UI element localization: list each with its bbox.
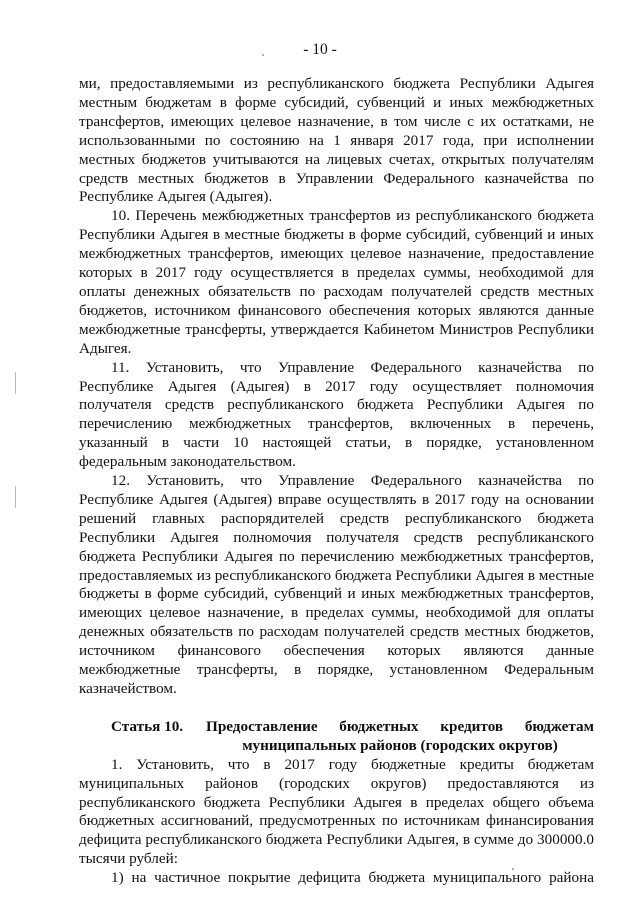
paragraph-continuation: ми, предоставляемыми из республиканского бюджета Республики Адыгея местным бюджетам в форме субсидий, субвенций и иных межбюджетных трансфертов, имеющих целевое назначение, в том числе с их остатками, не использованными по состоянию на 1 января 2017 года, при исполнении местных бюджетов учитываются на лицевых счетах, открытых получателям средств местных бюджетов в Управлении Федерального казначейства по Республике Адыгея (Адыгея). <box>79 75 594 206</box>
paragraph-item-10: 10. Перечень межбюджетных трансфертов из республиканского бюджета Республики Адыгея в местные бюджеты в форме субсидий, субвенций и иных межбюджетных трансфертов, имеющих целевое назначение, предоставление которых в 2017 году осуществляется в пределах суммы, необходимой для оплаты денежных обязательств по расходам получателей средств местных бюджетов, источником финансового обеспечения которых являются данные межбюджетные трансферты, утверждается Кабинетом Министров Республики Адыгея. <box>79 207 594 357</box>
article-heading <box>111 718 594 756</box>
paragraph-item-11: 11. Установить, что Управление Федерального казначейства по Республике Адыгея (Адыгея) в 2017 году осуществляет полномочия получателя средств республиканского бюджета Республики Адыгея по перечислению межбюджетных трансфертов, включенных в перечень, указанный в части 10 настоящей статьи, в порядке, установленном федеральным законодательством. <box>79 358 594 471</box>
paragraph-article-subitem-1: 1) на частичное покрытие дефицита бюджета муниципального района <box>111 869 594 887</box>
scan-mark <box>15 486 16 508</box>
article-label: Статья 10. <box>111 717 184 735</box>
document-body <box>79 75 594 888</box>
paragraph-article-item-1: 1. Установить, что в 2017 году бюджетные кредиты бюджетам муниципальных районов (городских округов) предоставляются из республиканского бюджета Республики Адыгея в пределах общего объема бюджетных ассигнований, предусмотренных по источникам финансирования дефицита республиканского бюджета Республики Адыгея, в сумме до 300000.0 тысячи рублей: <box>79 755 594 868</box>
article-title: Предоставление бюджетных кредитов бюджетам муниципальных районов (городских округов) <box>206 717 594 754</box>
scan-mark <box>15 372 16 394</box>
scan-speck <box>262 54 264 56</box>
page-number: - 10 - <box>303 41 337 58</box>
paragraph-item-12: 12. Установить, что Управление Федерального казначейства по Республике Адыгея (Адыгея) вправе осуществлять в 2017 году на основании решений главных распорядителей средств республиканского бюджета Республики Адыгея полномочия получателя средств республиканского бюджета Республики Адыгея по перечислению межбюджетных трансфертов, предоставляемых из республиканского бюджета Республики Адыгея в местные бюджеты в форме субсидий, субвенций и иных межбюджетных трансфертов, имеющих целевое назначение, в пределах суммы, необходимой для оплаты денежных обязательств по расходам получателей средств местных бюджетов, источником финансового обеспечения которых являются данные межбюджетные трансферты, в порядке, установленном Федеральным казначейством. <box>79 472 594 697</box>
